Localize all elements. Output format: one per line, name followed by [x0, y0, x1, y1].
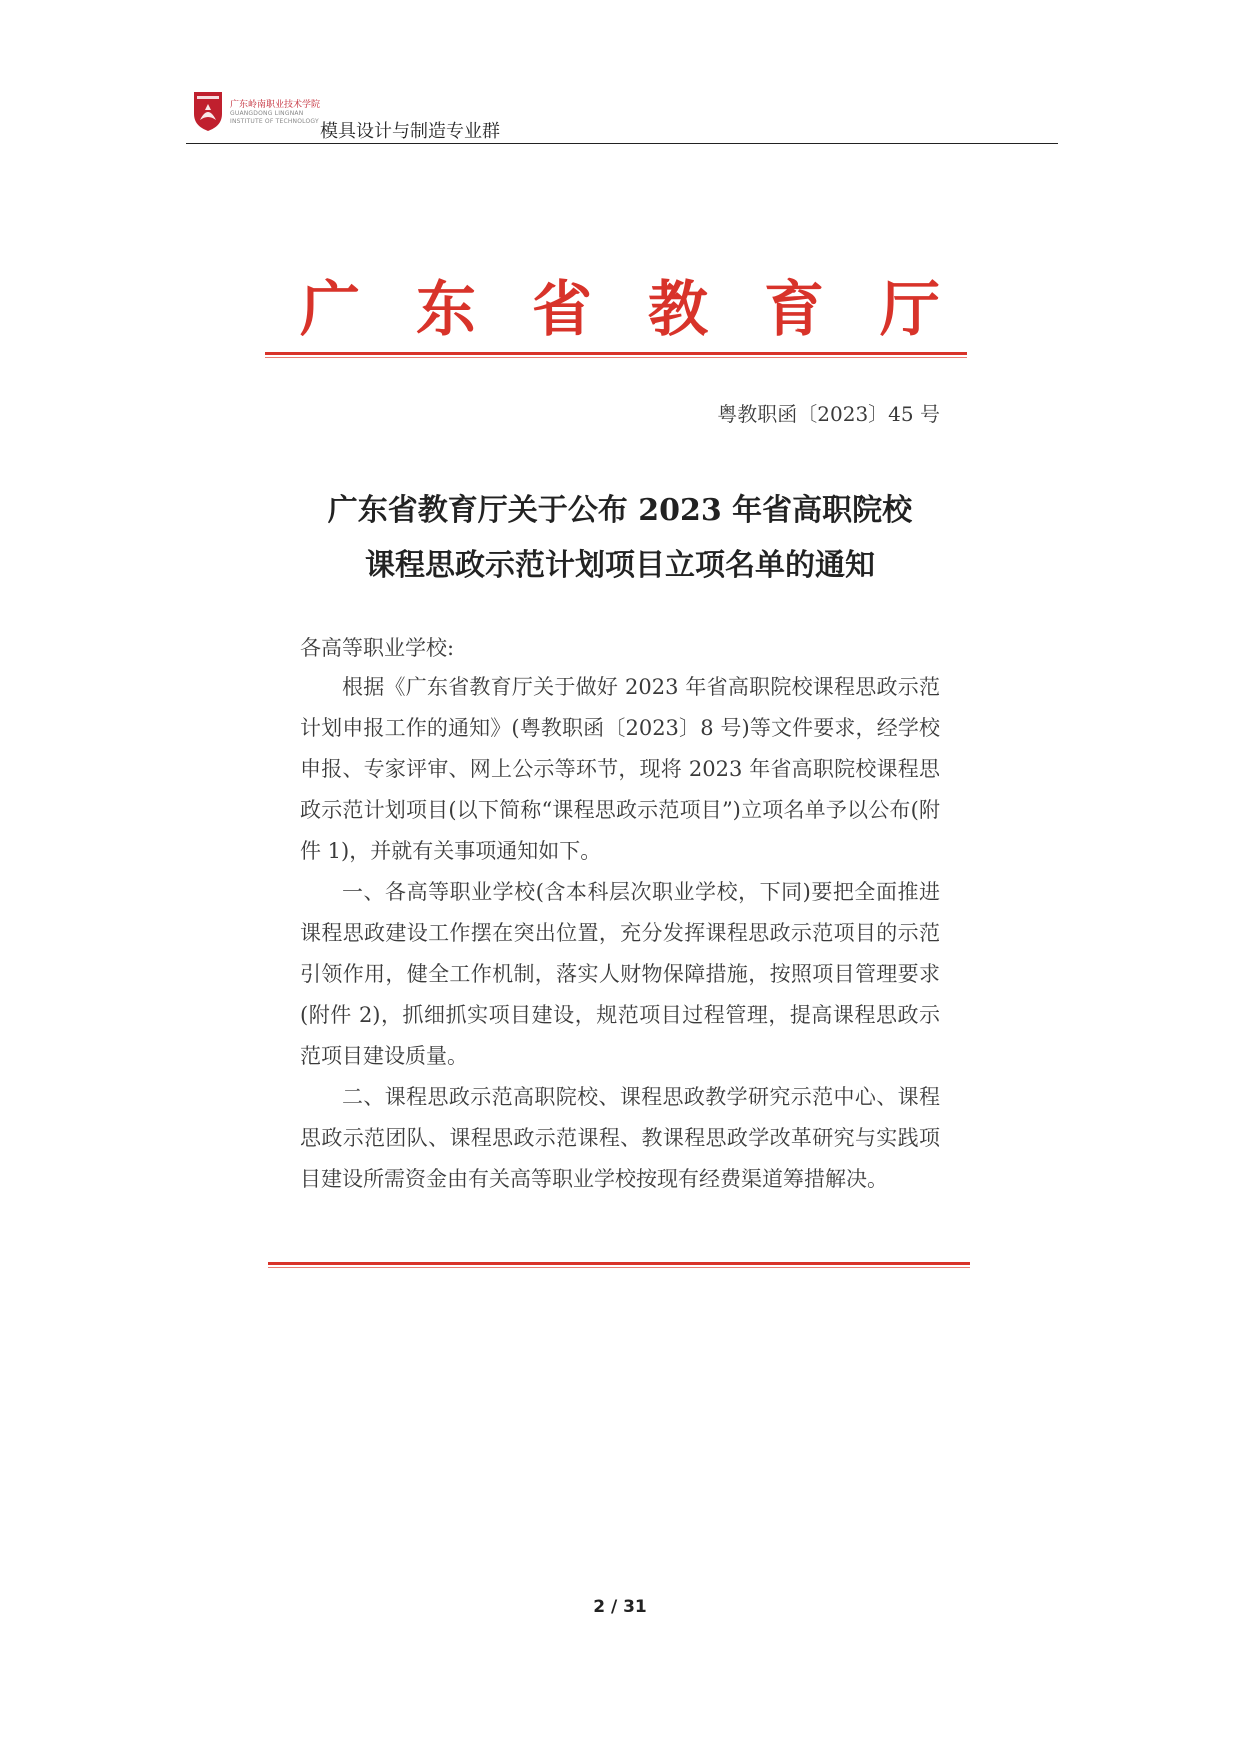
school-name-en	[230, 110, 319, 126]
school-name-cn: 广东岭南职业技术学院	[230, 100, 321, 110]
body-paragraph: 一、各高等职业学校(含本科层次职业学校，下同)要把全面推进课程思政建设工作摆在突出位置，充分发挥课程思政示范项目的示范引领作用，健全工作机制，落实人财物保障措施，按照项目管理要求(附件 2)，抓细抓实项目建设，规范项目过程管理，提高课程思政示范项目建设质量。	[300, 880, 940, 1068]
professional-group-title: 模具设计与制造专业群	[320, 121, 500, 142]
issuer-char: 广	[300, 275, 360, 345]
footer-red-rule	[268, 1262, 970, 1265]
issuer-char: 东	[416, 275, 476, 345]
header-divider	[186, 143, 1058, 144]
document-title-line2: 课程思政示范计划项目立项名单的通知	[365, 548, 875, 583]
issuer-char: 教	[648, 275, 708, 345]
greeting: 各高等职业学校:	[300, 636, 455, 660]
document-number: 粤教职函〔2023〕45 号	[717, 402, 940, 426]
issuer-char: 省	[532, 275, 592, 345]
page-indicator: 2 / 31	[593, 1597, 647, 1617]
school-name-en-line2: INSTITUTE OF TECHNOLOGY	[230, 118, 319, 125]
issuer-letterhead	[300, 265, 940, 345]
letterhead-red-rule	[265, 352, 967, 355]
school-logo-icon	[192, 90, 224, 132]
issuer-char: 厅	[880, 275, 940, 345]
document-title-line1: 广东省教育厅关于公布 2023 年省高职院校	[327, 493, 913, 528]
body-paragraph: 二、课程思政示范高职院校、课程思政教学研究示范中心、课程思政示范团队、课程思政示范课程、教课程思政学改革研究与实践项目建设所需资金由有关高等职业学校按现有经费渠道筹措解决。	[300, 1085, 940, 1191]
letterhead-red-rule-thin	[265, 357, 967, 358]
school-name-en-line1: GUANGDONG LINGNAN	[230, 110, 304, 117]
footer-red-rule-thin	[268, 1267, 970, 1268]
issuer-char: 育	[764, 275, 824, 345]
body-paragraph: 根据《广东省教育厅关于做好 2023 年省高职院校课程思政示范计划申报工作的通知》(粤教职函〔2023〕8 号)等文件要求，经学校申报、专家评审、网上公示等环节，现将 2023 年省高职院校课程思政示范计划项目(以下简称“课程思政示范项目”)立项名单予以公布(附件 1)，并就有关事项通知如下。	[300, 675, 940, 863]
